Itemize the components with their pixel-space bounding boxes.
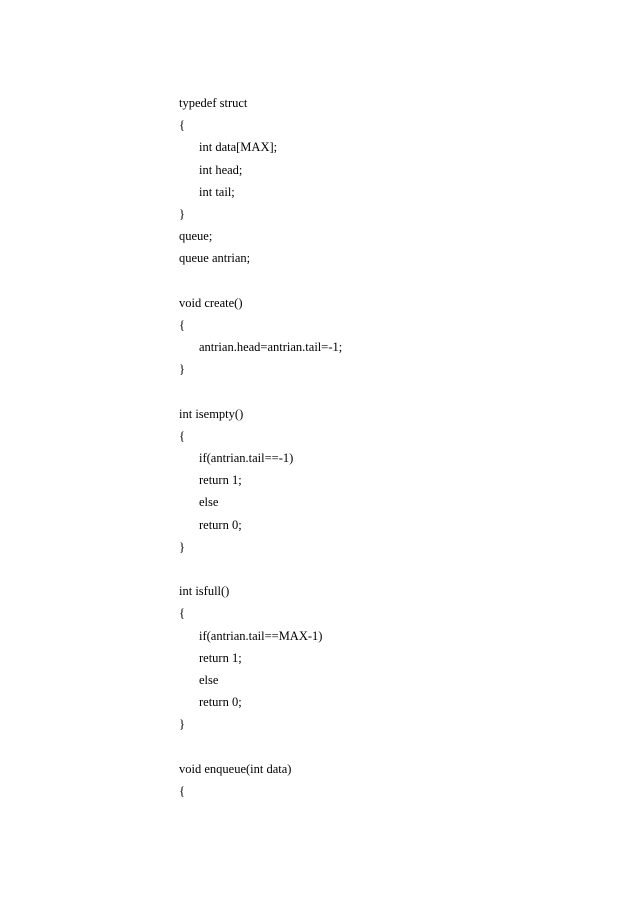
code-line: { [179, 606, 185, 621]
code-line: void enqueue(int data) [179, 761, 292, 776]
code-line: if(antrian.tail==-1) [199, 451, 294, 465]
code-line: int isempty() [179, 406, 244, 421]
blank-line [179, 380, 342, 402]
code-listing [179, 92, 342, 802]
code-line: if(antrian.tail==MAX-1) [199, 628, 323, 643]
code-line: int tail; [199, 184, 235, 199]
code-line: { [179, 428, 185, 443]
code-line: int isfull() [179, 584, 230, 599]
code-line: return 0; [199, 695, 242, 710]
code-line: } [179, 206, 185, 221]
code-line: else [199, 672, 219, 687]
code-line: return 1; [199, 473, 242, 488]
code-line: queue; [179, 229, 213, 244]
blank-line [179, 270, 342, 292]
code-line: { [179, 783, 185, 798]
code-line: } [179, 539, 185, 554]
code-line: } [179, 717, 185, 732]
code-line: return 1; [199, 650, 242, 665]
code-line: queue antrian; [179, 251, 251, 266]
code-line: void create() [179, 295, 243, 310]
blank-line [179, 558, 342, 580]
code-line: antrian.head=antrian.tail=-1; [199, 340, 343, 355]
code-line: { [179, 118, 185, 133]
code-line: } [179, 362, 185, 377]
code-line: { [179, 317, 185, 332]
code-line: int head; [199, 162, 243, 177]
blank-line [179, 735, 342, 757]
code-line: typedef struct [179, 96, 248, 110]
code-line: else [199, 495, 219, 510]
code-line: return 0; [199, 517, 242, 532]
code-line: int data[MAX]; [199, 140, 278, 155]
